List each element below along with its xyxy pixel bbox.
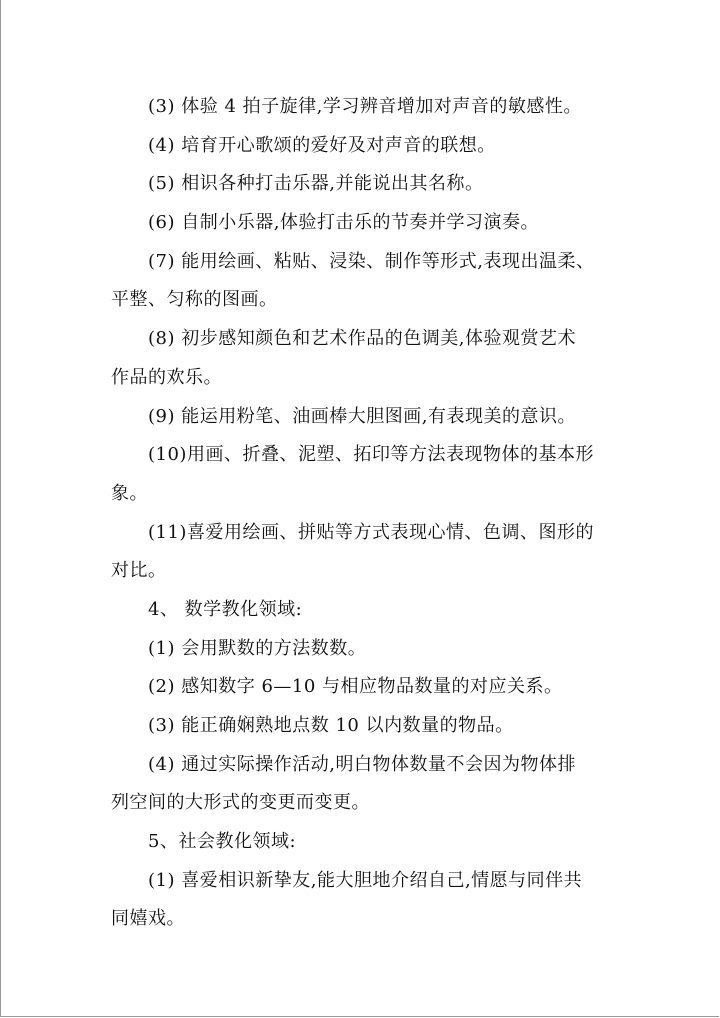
text-line: 平整、匀称的图画。: [111, 289, 278, 311]
text-line: 作品的欢乐。: [111, 366, 222, 388]
text-line: (4) 培育开心歌颂的爱好及对声音的联想。: [148, 134, 496, 156]
text-line: (5) 相识各种打击乐器,并能说出其名称。: [148, 173, 484, 195]
text-line: (9) 能运用粉笔、油画棒大胆图画,有表现美的意识。: [148, 405, 576, 427]
text-line: 列空间的大形式的变更而变更。: [111, 792, 370, 814]
text-line: 4、 数学教化领域:: [148, 598, 303, 620]
text-line: (1) 会用默数的方法数数。: [148, 637, 367, 659]
text-line: (3) 能正确娴熟地点数 10 以内数量的物品。: [148, 715, 514, 736]
text-line: (11)喜爱用绘画、拼贴等方式表现心情、色调、图形的: [148, 521, 594, 543]
text-line: (6) 自制小乐器,体验打击乐的节奏并学习演奏。: [148, 212, 539, 234]
text-line: 同嬉戏。: [111, 908, 185, 930]
text-line: 对比。: [111, 560, 167, 582]
text-line: 象。: [111, 482, 148, 504]
text-line: (4) 通过实际操作活动,明白物体数量不会因为物体排: [148, 753, 576, 775]
text-line: (1) 喜爱相识新挚友,能大胆地介绍自己,情愿与同伴共: [148, 869, 583, 891]
text-line: (8) 初步感知颜色和艺术作品的色调美,体验观赏艺术: [148, 328, 576, 350]
text-line: (3) 体验 4 拍子旋律,学习辨音增加对声音的敏感性。: [148, 96, 582, 117]
text-line: (7) 能用绘画、粘贴、浸染、制作等形式,表现出温柔、: [148, 250, 595, 272]
text-line: (2) 感知数字 6—10 与相应物品数量的对应关系。: [148, 676, 563, 698]
document-body: [111, 88, 619, 939]
text-line: (10)用画、折叠、泥塑、拓印等方法表现物体的基本形: [148, 444, 594, 466]
text-line: 5、社会教化领域:: [148, 831, 297, 853]
